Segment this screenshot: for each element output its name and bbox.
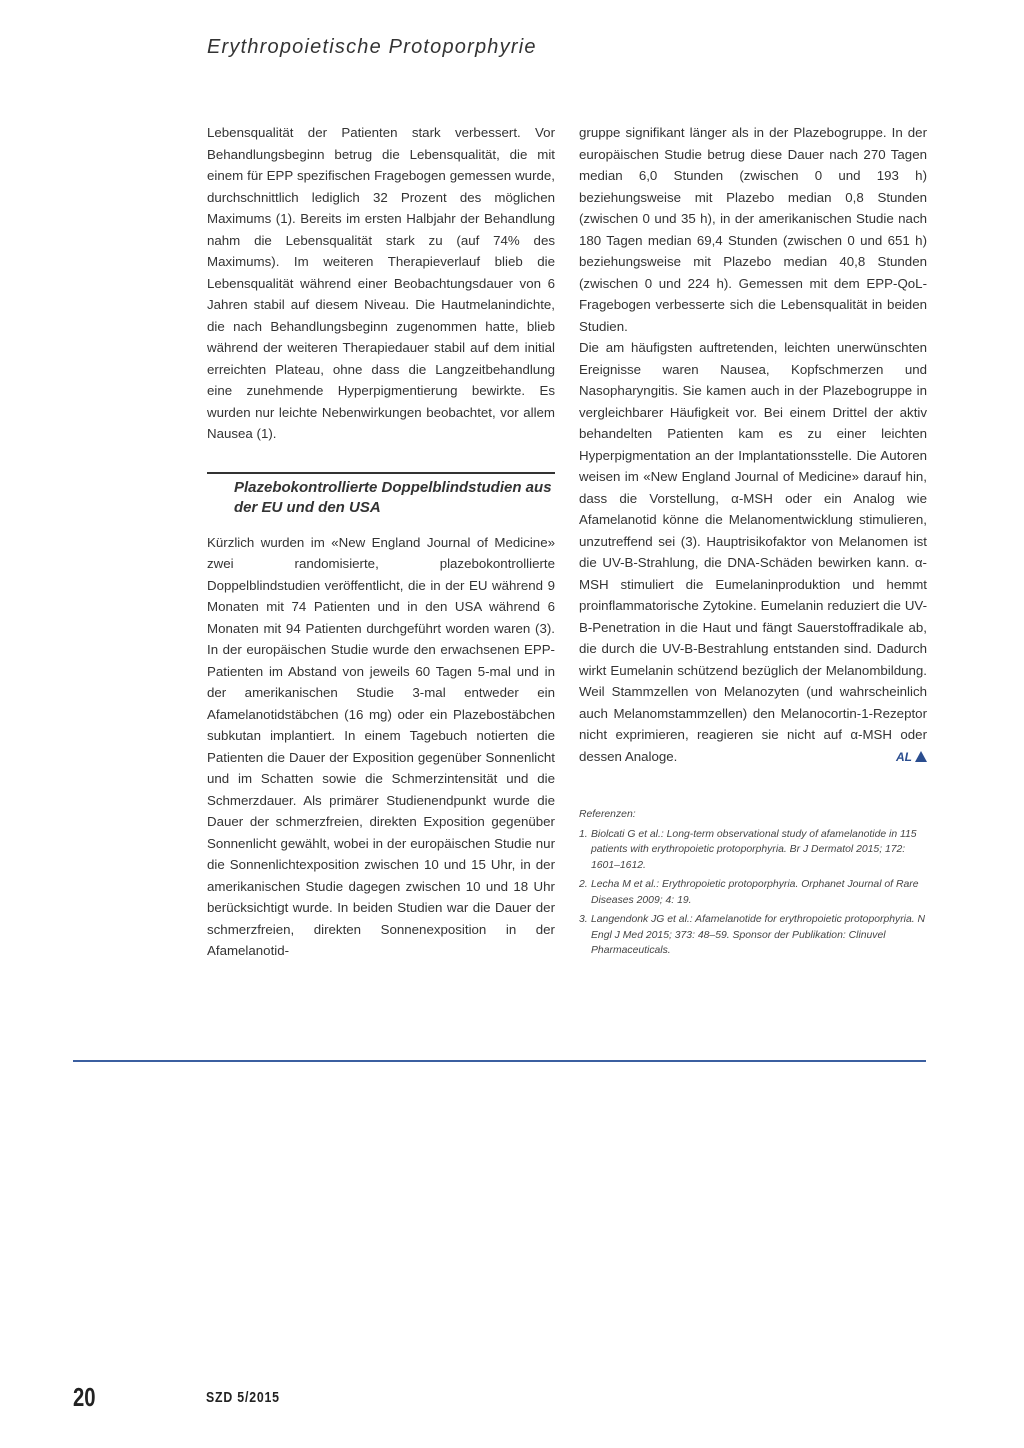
reference-number: 3.: [579, 914, 588, 925]
left-column: [207, 122, 555, 962]
reference-item: [579, 912, 927, 959]
reference-item: [579, 877, 927, 908]
reference-text: Biolcati G et al.: Long-term observational study of afamelanotide in 115 patients with erythropoietic protoporphyria. Br J Dermatol 2015; 172: 1601–1612.: [591, 828, 917, 871]
section-heading: Plazebokontrollierte Doppelblindstudien aus der EU und den USA: [234, 478, 552, 516]
body-paragraph: [579, 337, 927, 767]
page-number: 20: [73, 1382, 96, 1412]
right-column: [579, 122, 927, 963]
references-title: Referenzen:: [579, 809, 636, 820]
body-paragraph: gruppe signifikant länger als in der Plazebogruppe. In der europäischen Studie betrug diese Dauer nach 270 Tagen median 6,0 Stunden (zwischen 0 und 193 h) beziehungsweise mit Plazebo median 0,8 Stunden (zwischen 0 und 35 h), in der amerikanischen Studie nach 180 Tagen median 69,4 Stunden (zwischen 0 und 651 h) beziehungsweise mit Plazebo median 40,8 Stunden (zwischen 0 und 224 h). Gemessen mit dem EPP-QoL-Fragebogen verbesserte sich die Lebensqualität in beiden Studien.: [579, 125, 927, 334]
reference-text: Lecha M et al.: Erythropoietic protoporphyria. Orphanet Journal of Rare Diseases 2009; 4: 19.: [591, 879, 919, 906]
reference-number: 1.: [579, 828, 588, 840]
triangle-end-icon: [915, 751, 927, 762]
body-paragraph: Lebensqualität der Patienten stark verbessert. Vor Behandlungsbeginn betrug die Lebensqualität, die mit einem für EPP spezifischen Fragebogen gemessen wurde, durchschnittlich lediglich 32 Prozent des möglichen Maximums (1). Bereits im ersten Halbjahr der Behandlung nahm die Lebensqualität stark zu (auf 74% des Maximums). Im weiteren Therapieverlauf blieb die Lebensqualität während einer Beobachtungsdauer von 6 Jahren stabil auf diesem Niveau. Die Hautmelanindichte, die nach Behandlungsbeginn zugenommen hatte, blieb während der weiteren Therapiedauer stabil auf dem initial erreichten Plateau, ohne dass die Langzeitbehandlung eine zunehmende Hyperpigmentierung bewirkte. Es wurden nur leichte Nebenwirkungen beobachtet, vor allem Nausea (1).: [207, 125, 555, 441]
author-initials: AL: [896, 749, 912, 764]
running-title: Erythropoietische Protoporphyrie: [207, 36, 537, 58]
reference-text: Langendonk JG et al.: Afamelanotide for erythropoietic protoporphyria. N Engl J Med 2015; 373: 48–59. Sponsor der Publikation: Clinuvel Pharmaceuticals.: [591, 914, 926, 956]
author-signoff: [896, 746, 927, 769]
footer-divider: [73, 1060, 926, 1062]
reference-item: [579, 827, 927, 874]
references-list: [579, 827, 927, 959]
journal-issue: SZD 5/2015: [206, 1389, 280, 1406]
reference-number: 2.: [579, 879, 588, 890]
section-divider: [207, 472, 555, 474]
body-paragraph: Kürzlich wurden im «New England Journal of Medicine» zwei randomisierte, plazebokontrollierte Doppelblindstudien veröffentlicht, die in der EU während 9 Monaten mit 74 Patienten und in den USA während 6 Monaten mit 94 Patienten durchgeführt worden waren (3). In der europäischen Studie wurde den erwachsenen EPP-Patienten im Abstand von jeweils 60 Tagen 5-mal und in der amerikanischen Studie 3-mal entweder ein Afamelanotidstäbchen (16 mg) oder ein Plazebostäbchen subkutan implantiert. In einem Tagebuch notierten die Patienten die Dauer der Exposition gegenüber Sonnenlicht und im Schatten sowie die Schmerzintensität und die Schmerzdauer. Als primärer Studienendpunkt wurde die Dauer der schmerzfreien, direkten Exposition gegenüber Sonnenlicht gewählt, wobei in der europäischen Studie nur die Sonnenlichtexposition zwischen 10 und 15 Uhr, in der amerikanischen Studie dagegen zwischen 10 und 18 Uhr berücksichtigt wurde. In beiden Studien war die Dauer der schmerzfreien, direkten Sonnenexposition in der Afamelanotid-: [207, 534, 555, 958]
body-paragraph-text: Die am häufigsten auftretenden, leichten unerwünschten Ereignisse waren Nausea, Kopfschmerzen und Nasopharyngitis. Sie kamen auch in der Plazebogruppe in vergleichbarer Häufigkeit vor. Bei einem Drittel der aktiv behandelten Patienten kam es zu einer leichten Hyperpigmentation an der Implantationsstelle. Die Autoren weisen im «New England Journal of Medicine» darauf hin, dass die Vorstellung, α-MSH oder ein Analog wie Afamelanotid könne die Melanomentwicklung stimulieren, unzutreffend sei (3). Hauptrisikofaktor von Melanomen ist die UV-B-Strahlung, die DNA-Schäden bewirken kann. α-MSH stimuliert die Eumelaninproduktion und hemmt proinflammatorische Zytokine. Eumelanin reduziert die UV-B-Penetration in die Haut und fängt Sauerstoffradikale ab, die durch die UV-B-Bestrahlung entstanden sind. Dadurch wirkt Eumelanin schützend bezüglich der Melanombildung. Weil Stammzellen von Melanozyten (und wahrscheinlich auch Melanomstammzellen) den Melanocortin-1-Rezeptor nicht exprimieren, reagieren sie nicht auf α-MSH oder dessen Analoge.: [579, 340, 927, 764]
references: [579, 807, 927, 959]
